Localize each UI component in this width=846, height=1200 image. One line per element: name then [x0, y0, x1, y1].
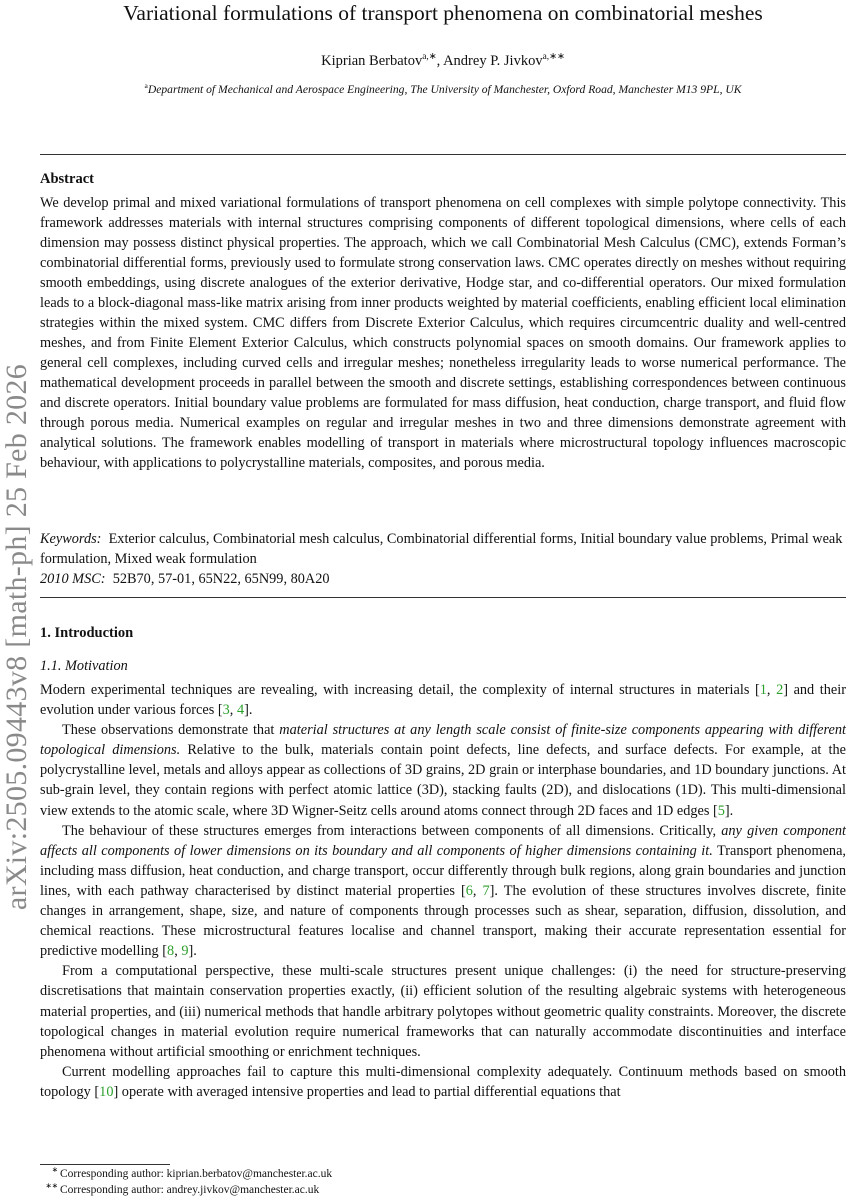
author-jivkov[interactable]: Andrey P. Jivkov [443, 53, 543, 69]
affiliation-mark: a [144, 81, 148, 91]
introduction-body [40, 680, 846, 1102]
footnote-mark: ∗ [51, 1165, 58, 1175]
author-berbatov-mark[interactable]: a,∗ [422, 52, 437, 63]
abstract-bottom-rule [40, 597, 846, 598]
section-heading-introduction: 1. Introduction [40, 625, 134, 641]
intro-paragraph-5: Current modelling approaches fail to capture this multi-dimensional complexity adequately. Continuum methods based on smooth topology [10] operate with averaged intensive properties and lead to partial differential equations that [40, 1063, 846, 1100]
footnote-text[interactable]: Corresponding author: andrey.jivkov@manchester.ac.uk [60, 1184, 320, 1196]
msc-line [40, 569, 846, 589]
author-jivkov-mark[interactable]: a,∗∗ [542, 52, 565, 63]
keywords-label: Keywords: [40, 531, 102, 547]
footnote-berbatov [40, 1165, 333, 1180]
keywords-block [40, 529, 846, 589]
citation-link[interactable]: 2 [776, 682, 784, 698]
abstract-top-rule [40, 154, 846, 155]
footnote-rule [40, 1164, 170, 1165]
author-berbatov[interactable]: Kiprian Berbatov [321, 53, 423, 69]
intro-paragraph-1: Modern experimental techniques are revealing, with increasing detail, the complexity of internal structures in materials [1, 2] and their evolution under various forces [3, 4]. [40, 682, 846, 719]
intro-paragraph-4: From a computational perspective, these multi-scale structures present unique challenges: (i) the need for structure-preserving discretisations that maintain conservation properties exactly, (ii) efficient solution of the resulting algebraic systems with heterogeneous material properties, and (iii) numerical methods that handle arbitrary polytopes without geometric quality constraints. Moreover, the discrete topological changes in material evolution require numerical frameworks that can naturally accommodate discontinuities and interface phenomena without artificial smoothing or enrichment techniques. [40, 963, 846, 1060]
citation-link[interactable]: 7 [482, 882, 490, 899]
footnote-text[interactable]: Corresponding author: kiprian.berbatov@manchester.ac.uk [60, 1168, 333, 1180]
citation-link[interactable]: 6 [465, 882, 473, 899]
intro-paragraph-3: The behaviour of these structures emerges from interactions between components of all dimensions. Critically, any given component affects all components of lower dimensions on its boundary and all components of higher dimensions containing it. Transport phenomena, including mass diffusion, heat conduction, and charge transport, occur differently through bulk regions, along grain boundaries and junction lines, with each pathway characterised by distinct material properties [6, 7]. The evolution of these structures involves discrete, finite changes in arrangement, shape, size, and nature of components through processes such as shear, separation, diffusion, dissolution, and chemical reactions. These microstructural features localise and channel transport, making their accurate representation essential for predictive modelling [8, 9]. [40, 822, 846, 960]
citation-link[interactable]: 9 [181, 943, 189, 960]
citation-link[interactable]: 3 [222, 702, 230, 719]
msc-label: 2010 MSC: [40, 571, 106, 587]
footnote-jivkov [40, 1181, 320, 1196]
arxiv-identifier-stamp[interactable]: arXiv:2505.09443v8 [math-ph] 25 Feb 2026 [0, 363, 33, 911]
citation-link[interactable]: 4 [236, 702, 245, 719]
abstract-text: We develop primal and mixed variational formulations of transport phenomena on cell complexes with simple polytope connectivity. This framework addresses materials with internal structures comprising components of different topological dimensions, where cells of each dimension may possess distinct physical properties. The approach, which we call Combinatorial Mesh Calculus (CMC), extends Forman’s combinatorial differential forms, previously used to formulate strong conservation laws. CMC operates directly on meshes without requiring smooth embeddings, using discrete analogues of the exterior derivative, Hodge star, and co-differential operators. Our mixed formulation leads to a block-diagonal mass-like matrix arising from inner products weighted by material coefficients, enabling efficient local elimination strategies within the mixed system. CMC differs from Discrete Exterior Calculus, which requires circumcentric duality and well-centred meshes, and from Finite Element Exterior Calculus, which constructs polynomial spaces on smooth domains. Our framework applies to general cell complexes, including curved cells and irregular meshes; nonetheless irregularity leads to worse numerical performance. The mathematical development proceeds in parallel between the smooth and discrete settings, establishing correspondences between continuous and discrete operators. Initial boundary value problems are formulated for mass diffusion, heat conduction, charge transport, and fluid flow through porous media. Numerical examples on regular and irregular meshes in two and three dimensions demonstrate agreement with analytical solutions. The framework enables modelling of transport in materials where microstructural topology influences macroscopic behaviour, with applications to polycrystalline materials, composites, and porous media. [40, 195, 846, 471]
intro-paragraph-2: These observations demonstrate that material structures at any length scale consist of finite-size components appearing with different topological dimensions. Relative to the bulk, materials contain point defects, line defects, and surface defects. For example, at the polycrystalline level, metals and alloys appear as collections of 3D grains, 2D grain or interphase boundaries, and 1D boundary junctions. At sub-grain level, they contain regions with perfect atomic lattice (3D), stacking faults (2D), and dislocations (1D). This multi-dimensional view extends to the atomic scale, where 3D Wigner-Seitz cells around atoms connect through 2D faces and 1D edges [5]. [40, 722, 846, 819]
paper-title: Variational formulations of transport phenomena on combinatorial meshes [123, 1, 763, 25]
citation-link[interactable]: 1 [759, 682, 767, 698]
subsection-heading-motivation: 1.1. Motivation [40, 658, 128, 674]
citation-link[interactable]: 10 [99, 1083, 114, 1100]
abstract-heading: Abstract [40, 171, 94, 187]
keywords-text: Exterior calculus, Combinatorial mesh calculus, Combinatorial differential forms, Initial boundary value problems, Primal weak formulation, Mixed weak formulation [40, 531, 843, 567]
footnote-mark: ∗∗ [45, 1181, 58, 1191]
keywords-line [40, 529, 846, 569]
author-separator: , [436, 53, 444, 69]
affiliation-text: Department of Mechanical and Aerospace Engineering, The University of Manchester, Oxford Road, Manchester M13 9PL, UK [147, 83, 742, 96]
author-line [40, 53, 846, 70]
msc-codes: 52B70, 57-01, 65N22, 65N99, 80A20 [112, 571, 330, 587]
citation-link[interactable]: 8 [167, 943, 175, 960]
affiliation [40, 83, 846, 96]
citation-link[interactable]: 5 [717, 802, 725, 819]
